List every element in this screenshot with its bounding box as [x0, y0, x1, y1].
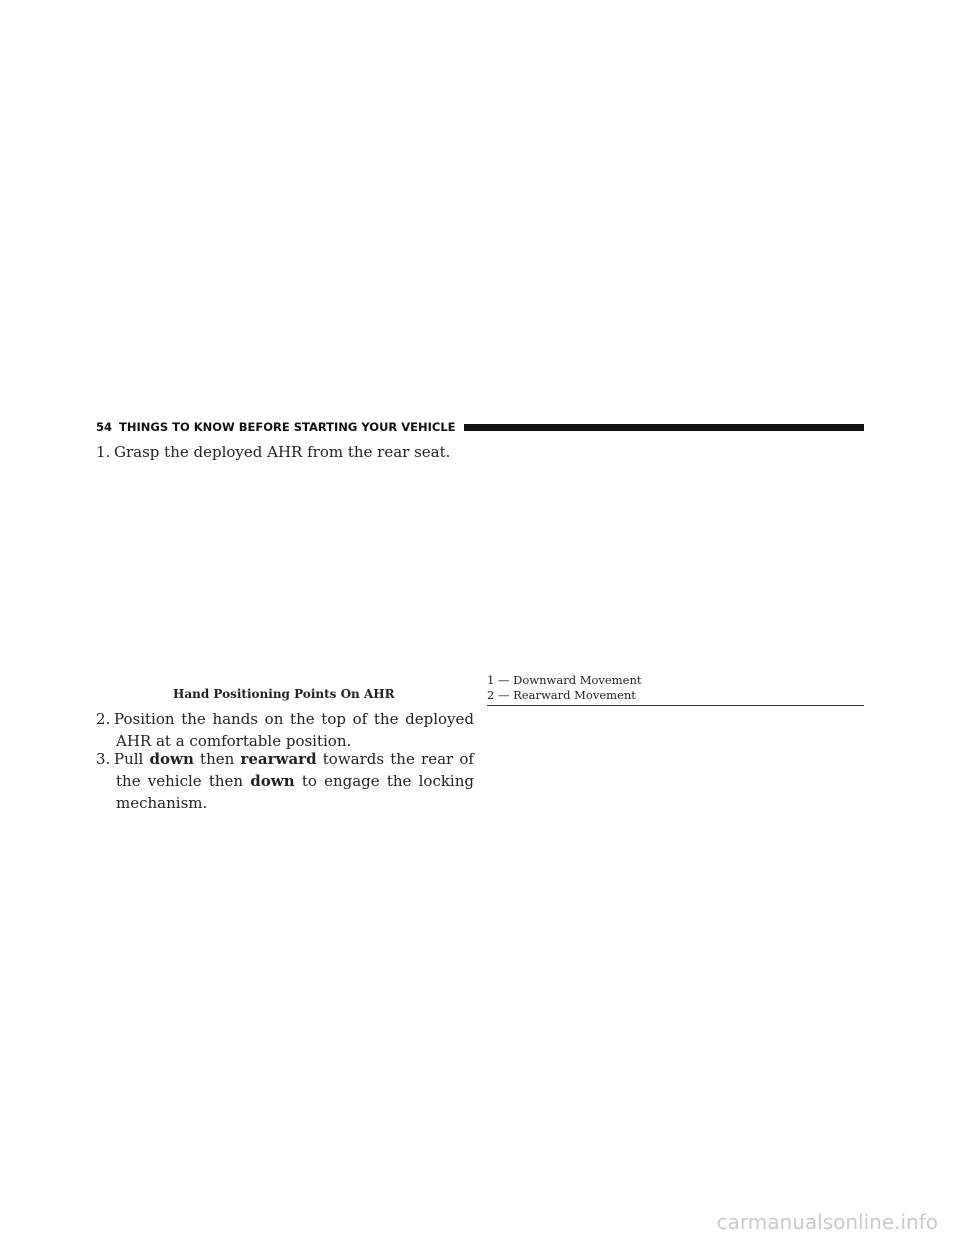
step-text: Position the hands on the top of the deployed AHR at a comfortable position. — [114, 710, 474, 750]
step-3 — [96, 748, 474, 814]
page-header — [96, 419, 864, 435]
step-number: 2. — [96, 710, 111, 728]
step-text-part: towards the rear of the vehicle then — [116, 750, 474, 790]
emphasis-down: down — [149, 750, 194, 768]
figure-legend — [487, 673, 864, 703]
legend-rule — [487, 705, 864, 706]
step-text-part: Pull — [114, 750, 150, 768]
page-number: 54 — [96, 420, 113, 434]
legend-item-downward: 1 — Downward Movement — [487, 673, 642, 687]
step-text — [96, 748, 474, 814]
step-text-part: to engage the locking mechanism. — [116, 772, 474, 812]
step-text-part: then — [193, 750, 241, 768]
step-text: Grasp the deployed AHR from the rear seat. — [114, 443, 451, 461]
emphasis-rearward: rearward — [240, 750, 317, 768]
emphasis-down: down — [250, 772, 295, 790]
step-number: 1. — [96, 443, 111, 461]
step-2 — [96, 708, 474, 752]
step-1 — [96, 441, 474, 463]
figure-caption: Hand Positioning Points On AHR — [173, 687, 395, 701]
legend-item-rearward: 2 — Rearward Movement — [487, 688, 636, 702]
header-rule — [464, 424, 864, 431]
step-number: 3. — [96, 750, 111, 768]
watermark: carmanualsonline.info — [716, 1210, 938, 1234]
section-title: THINGS TO KNOW BEFORE STARTING YOUR VEHICLE — [119, 420, 456, 434]
